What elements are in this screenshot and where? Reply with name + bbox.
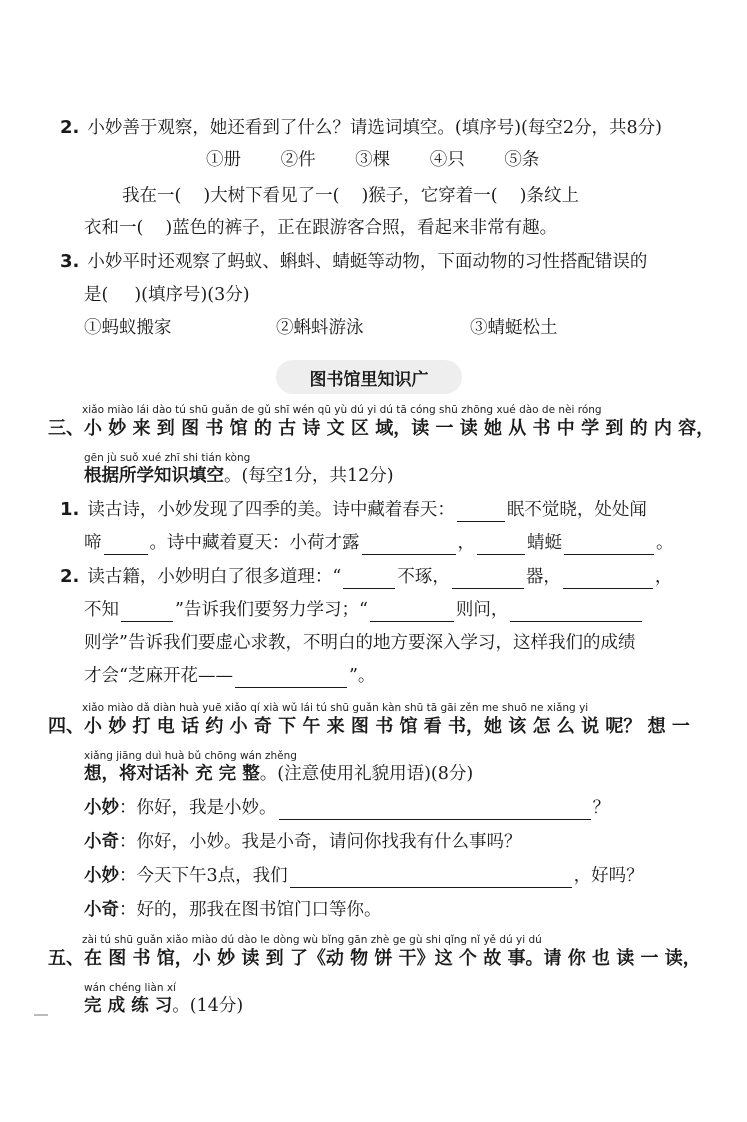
q2-instruction: 2. 小妙善于观察，她还看到了什么？请选词填空。(填序号)(每空2分，共8分) [60,117,662,138]
q3-option-1: ①蚂蚁搬家 [84,318,172,338]
pinyin-line: xiǎo miào dǎ diàn huà yuē xiǎo qí xià wǔ lái tú shū guǎn kàn shū tā gāi zěn me shuō ne xiǎng yi [82,702,589,714]
q3-option-2: ②蝌蚪游泳 [276,318,364,338]
dialog-line-3: 小妙：今天下午3点，我们 ，好吗？ [84,866,644,886]
s3-q2-line4: 才会“芝麻开花—— ”。 [84,666,376,686]
dialog-line-1: 小妙：你好，我是小妙。 ？ [84,798,610,818]
scan-mark [34,1014,48,1016]
fill-blank[interactable] [343,569,395,589]
pinyin-line: zài tú shū guǎn xiǎo miào dú dào le dòng wù bǐng gān zhè ge gù shi qǐng nǐ yě dú yi dú [82,934,542,946]
option: ②件 [280,150,316,170]
section-badge: 图书馆里知识广 [276,360,462,394]
question-number: 1. [60,499,80,520]
option: ③棵 [355,150,391,170]
fill-blank[interactable] [452,569,524,589]
fill-blank[interactable] [362,535,456,555]
s3-q2-line2: 不知 ”告诉我们要努力学习；“ 则问， [84,598,644,622]
section-5-heading: 五、在 图 书 馆，小 妙 读 到 了《动 物 饼 干》这 个 故 事。请 你 也 读 一 读， [48,948,701,969]
s3-q1-line1: 1. 读古诗，小妙发现了四季的美。诗中藏着春天： 眠不觉晓，处处闻 [60,499,647,520]
dialog-line-4: 小奇：好的，那我在图书馆门口等你。 [84,900,382,920]
pinyin-line: wán chéng liàn xí [84,982,176,994]
pinyin-line: gēn jù suǒ xué zhī shi tián kòng [84,452,251,464]
section-4-heading-line2: 想，将对话补 充 完 整。(注意使用礼貌用语)(8分) [84,764,474,784]
q3-option-3: ③蜻蜓松土 [470,318,558,338]
dialog-answer-blank[interactable] [279,800,591,820]
question-number: 3. [60,251,80,272]
q3-instruction-line2: 是( )(填序号)(3分) [84,285,250,305]
fill-blank[interactable] [104,535,148,555]
dialog-answer-blank[interactable] [290,868,572,888]
section-3-heading-line2: 根据所学知识填空。(每空1分，共12分) [84,466,394,486]
fill-blank[interactable] [457,502,505,522]
section-5-heading-line2: 完 成 练 习。(14分) [84,996,244,1016]
fill-blank[interactable] [235,668,347,688]
question-number: 2. [60,566,80,587]
section-3-heading: 三、小 妙 来 到 图 书 馆 的 古 诗 文 区 域，读 一 读 她 从 书 中 学 到 的 内 容， [48,418,715,439]
q2-options [206,148,539,172]
fill-blank[interactable] [121,602,173,622]
s3-q2-line1: 2. 读古籍，小妙明白了很多道理：“ 不琢， 器， ， [60,566,673,587]
s3-q1-line2: 啼 。诗中藏着夏天：小荷才露 ， 蜻蜓 。 [84,533,674,553]
fill-blank[interactable] [477,535,525,555]
fill-blank[interactable] [370,602,454,622]
option: ④只 [429,150,465,170]
dialog-line-2: 小奇：你好，小妙。我是小奇，请问你找我有什么事吗？ [84,832,522,852]
q3-instruction-line1: 3. 小妙平时还观察了蚂蚁、蝌蚪、蜻蜓等动物，下面动物的习性搭配错误的 [60,251,648,272]
q2-sentence-line1: 我在一( )大树下看见了一( )猴子，它穿着一( )条纹上 [122,186,579,206]
question-number: 2. [60,117,80,138]
s3-q2-line3: 则学”告诉我们要虚心求教，不明白的地方要深入学习，这样我们的成绩 [84,633,636,653]
option: ①册 [206,150,241,170]
fill-blank[interactable] [563,569,653,589]
fill-blank[interactable] [510,602,642,622]
pinyin-line: xiǎo miào lái dào tú shū guǎn de gǔ shī wén qū yù dú yi dú tā cóng shū zhōng xué dào de nèi róng [82,404,602,416]
option: ⑤条 [504,150,540,170]
section-4-heading: 四、小 妙 打 电 话 约 小 奇 下 午 来 图 书 馆 看 书，她 该 怎 么 说 呢？ 想 一 [48,716,690,737]
fill-blank[interactable] [564,535,654,555]
pinyin-line: xiǎng jiāng duì huà bǔ chōng wán zhěng [84,750,297,762]
q2-sentence-line2: 衣和一( )蓝色的裤子，正在跟游客合照，看起来非常有趣。 [84,218,558,238]
